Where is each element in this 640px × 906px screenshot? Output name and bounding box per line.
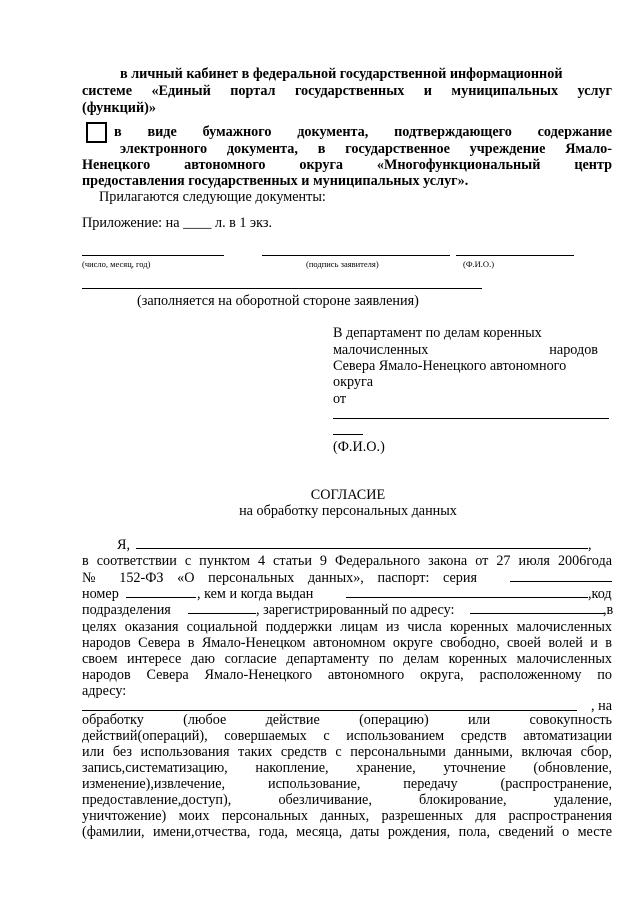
paper-document-checkbox[interactable] bbox=[86, 122, 107, 143]
address-line bbox=[470, 613, 605, 614]
signature-line bbox=[262, 255, 450, 256]
comma: , bbox=[588, 537, 592, 553]
subdivision-line bbox=[188, 613, 256, 614]
passport-number-label: номер bbox=[82, 586, 119, 602]
addressee-line-3: Севера Ямало-Ненецкого автономного bbox=[333, 358, 567, 374]
document-title: СОГЛАСИЕ bbox=[310, 487, 386, 503]
consent-line-processing-5: изменение),извлечение, использование, передачу (распространение, bbox=[82, 776, 612, 792]
consent-address-label: адресу: bbox=[82, 683, 127, 699]
registered-label: , зарегистрированный по адресу: bbox=[256, 602, 455, 618]
attached-docs-label: Прилагаются следующие документы: bbox=[99, 189, 326, 205]
from-name-line bbox=[333, 418, 609, 419]
consent-line-processing-8: (фамилии, имени,отчества, года, месяца, даты рождения, пола, сведений о месте bbox=[82, 824, 612, 840]
addressee-from: от bbox=[333, 391, 347, 407]
issued-by-line bbox=[346, 597, 588, 598]
code-label: ,код bbox=[588, 586, 612, 602]
consent-line-processing-2: действий(операций), совершаемых с использованием средств автоматизации bbox=[82, 728, 612, 744]
back-side-note: (заполняется на оборотной стороне заявления) bbox=[137, 293, 419, 309]
consent-line-processing-4: запись,систематизацию, накопление, хранение, уточнение (обновление, bbox=[82, 760, 612, 776]
document-subtitle: на обработку персональных данных bbox=[239, 503, 457, 519]
issued-by-label: , кем и когда выдан bbox=[197, 586, 314, 602]
passport-number-line bbox=[126, 597, 196, 598]
portal-option-line-1: в личный кабинет в федеральной государственной информационной bbox=[120, 66, 563, 82]
date-caption: (число, месяц, год) bbox=[82, 259, 151, 269]
paper-option-line-1: в виде бумажного документа, подтверждающего содержание bbox=[114, 124, 612, 140]
name-underline bbox=[136, 548, 588, 549]
passport-series-line bbox=[510, 581, 612, 582]
paper-option-line-3: Ненецкого автономного округа «Многофункциональный центр bbox=[82, 157, 612, 173]
fio-line bbox=[456, 255, 574, 256]
addressee-line-4: округа bbox=[333, 374, 374, 390]
from-name-line-2 bbox=[333, 434, 363, 435]
portal-option-line-3: (функций)» bbox=[82, 100, 156, 116]
portal-option-line-2: системе «Единый портал государственных и муниципальных услуг bbox=[82, 83, 612, 99]
fio-caption: (Ф.И.О.) bbox=[463, 259, 495, 269]
paper-option-line-4: предоставления государственных и муниципальных услуг». bbox=[82, 173, 469, 189]
signature-caption: (подпись заявителя) bbox=[306, 259, 379, 269]
addressee-line-1: В департамент по делам коренных bbox=[333, 325, 542, 341]
in-label: ,в bbox=[603, 602, 614, 618]
consent-line-purpose-4: народов Севера Ямало-Ненецкого автономного округа, расположенному по bbox=[82, 667, 612, 683]
subdivision-label: подразделения bbox=[82, 602, 171, 618]
back-side-line bbox=[82, 288, 482, 289]
consent-line-passport: № 152-ФЗ «О персональных данных», паспорт: серия bbox=[82, 570, 477, 586]
consent-line-processing-7: уничтожение) моих персональных данных, разрешенных для распространения bbox=[82, 808, 612, 824]
consent-line-processing-1: обработку (любое действие (операцию) или совокупность bbox=[82, 712, 612, 728]
consent-ya: Я, bbox=[117, 537, 131, 553]
addressee-line-2: малочисленных народов bbox=[333, 342, 598, 358]
consent-line-purpose-2: народов Севера в Ямало-Ненецком автономном округе свободно, своей волей и в bbox=[82, 635, 612, 651]
consent-line-law: в соответствии с пунктом 4 статьи 9 Федерального закона от 27 июля 2006года bbox=[82, 553, 612, 569]
consent-line-purpose-1: целях оказания социальной поддержки лицам из числа коренных малочисленных bbox=[82, 619, 612, 635]
consent-line-purpose-3: своем интересе даю согласие департаменту по делам коренных малочисленных bbox=[82, 651, 612, 667]
addressee-fio-caption: (Ф.И.О.) bbox=[333, 439, 385, 455]
paper-option-line-2: электронного документа, в государственное учреждение Ямало- bbox=[120, 141, 612, 157]
for-label: , на bbox=[591, 698, 612, 714]
consent-line-processing-3: или без использования таких средств с персональными данными, включая сбор, bbox=[82, 744, 612, 760]
consent-line-processing-6: предоставление,доступ), обезличивание, блокирование, удаление, bbox=[82, 792, 612, 808]
date-line bbox=[82, 255, 224, 256]
dept-address-line bbox=[82, 710, 577, 711]
appendix-line: Приложение: на ____ л. в 1 экз. bbox=[82, 215, 272, 231]
